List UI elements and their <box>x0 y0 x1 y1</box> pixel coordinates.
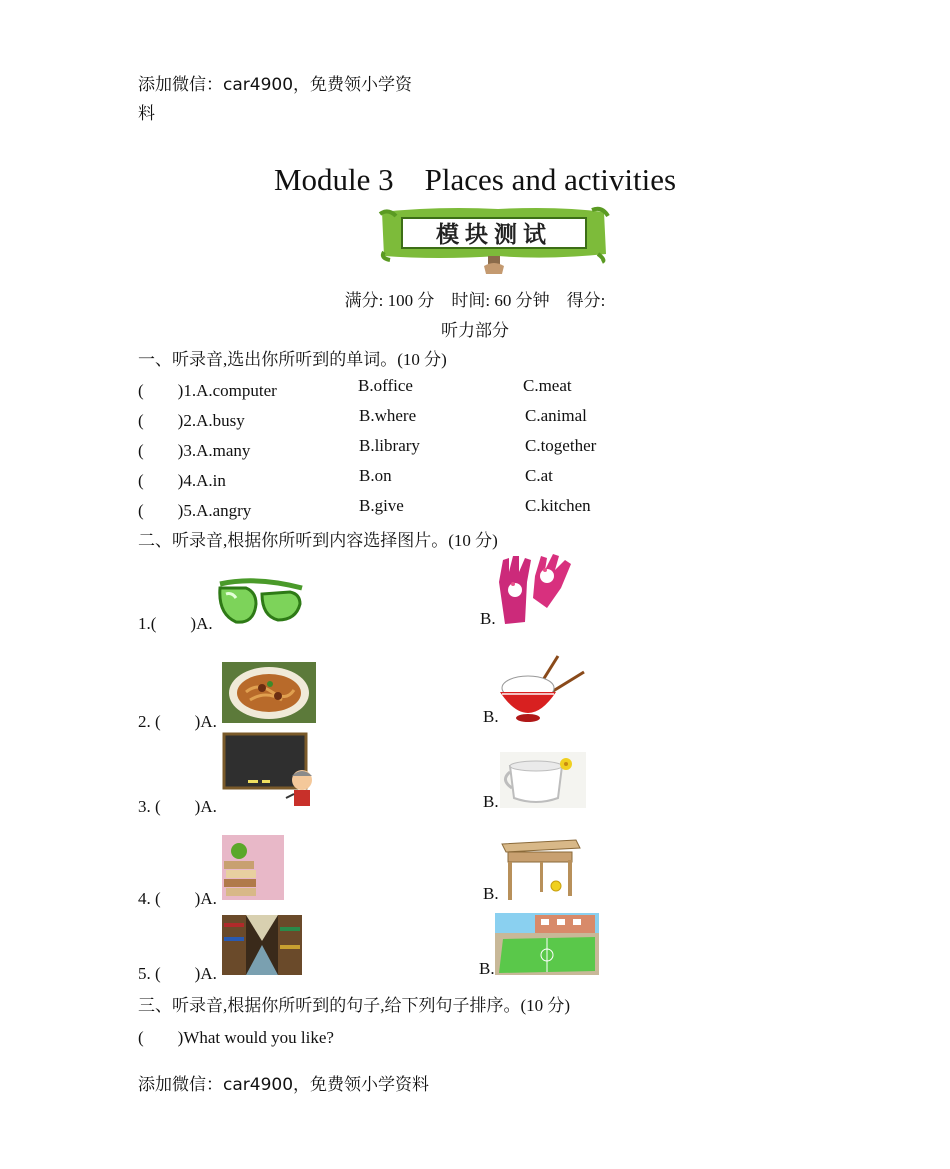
listening-heading: 听力部分 <box>441 321 509 340</box>
s1-item4-b: B.on <box>359 466 392 485</box>
s1-item3-a: ( )3.A.many <box>138 441 251 460</box>
s1-item5-a: ( )5.A.angry <box>138 501 252 520</box>
sunglasses-picture <box>216 574 306 626</box>
s2-item5-b: B. <box>479 959 495 978</box>
desk-ball-picture <box>500 836 582 902</box>
s2-item3-b: B. <box>483 792 499 811</box>
s2-item3-a: 3. ( )A. <box>138 797 217 816</box>
banner-text: 模块测试 <box>436 222 552 248</box>
section3-heading: 三、听录音,根据你所听到的句子,给下列句子排序。(10 分) <box>138 996 571 1015</box>
blackboard-teacher-picture <box>222 732 326 808</box>
s1-item1-a: ( )1.A.computer <box>138 381 277 400</box>
books-apple-picture <box>222 835 284 900</box>
s1-item2-a: ( )2.A.busy <box>138 411 245 430</box>
gloves-picture <box>495 552 577 626</box>
s1-item2-c: C.animal <box>525 406 587 425</box>
s2-item1-a: 1.( )A. <box>138 614 213 633</box>
s1-item4-a: ( )4.A.in <box>138 471 226 490</box>
s2-item1-b: B. <box>480 609 496 628</box>
s1-item5-c: C.kitchen <box>525 496 591 515</box>
module-test-banner <box>378 204 610 274</box>
page-title: Module 3 Places and activities <box>273 162 677 197</box>
s1-item5-b: B.give <box>359 496 404 515</box>
s3-item1: ( )What would you like? <box>138 1028 334 1047</box>
s1-item2-b: B.where <box>359 406 417 425</box>
rice-bowl-picture <box>498 654 586 724</box>
noodles-picture <box>222 662 316 723</box>
s2-item5-a: 5. ( )A. <box>138 964 217 983</box>
s1-item4-c: C.at <box>525 466 553 485</box>
library-shelves-picture <box>222 915 302 975</box>
footer-note: 添加微信：car4900，免费领小学资料 <box>138 1075 430 1095</box>
s1-item1-b: B.office <box>358 376 413 395</box>
score-line: 满分: 100 分 时间: 60 分钟 得分: <box>344 291 606 310</box>
s2-item2-b: B. <box>483 707 499 726</box>
header-note-line2: 料 <box>138 104 155 124</box>
s1-item3-c: C.together <box>525 436 597 455</box>
s1-item1-c: C.meat <box>523 376 572 395</box>
s2-item4-a: 4. ( )A. <box>138 889 217 908</box>
s1-item3-b: B.library <box>359 436 420 455</box>
cup-picture <box>500 752 586 808</box>
s2-item4-b: B. <box>483 884 499 903</box>
section2-heading: 二、听录音,根据你所听到内容选择图片。(10 分) <box>138 531 498 550</box>
playground-picture <box>495 913 599 975</box>
header-note-line1: 添加微信：car4900，免费领小学资 <box>138 75 413 95</box>
section1-heading: 一、听录音,选出你所听到的单词。(10 分) <box>138 350 447 369</box>
s2-item2-a: 2. ( )A. <box>138 712 217 731</box>
